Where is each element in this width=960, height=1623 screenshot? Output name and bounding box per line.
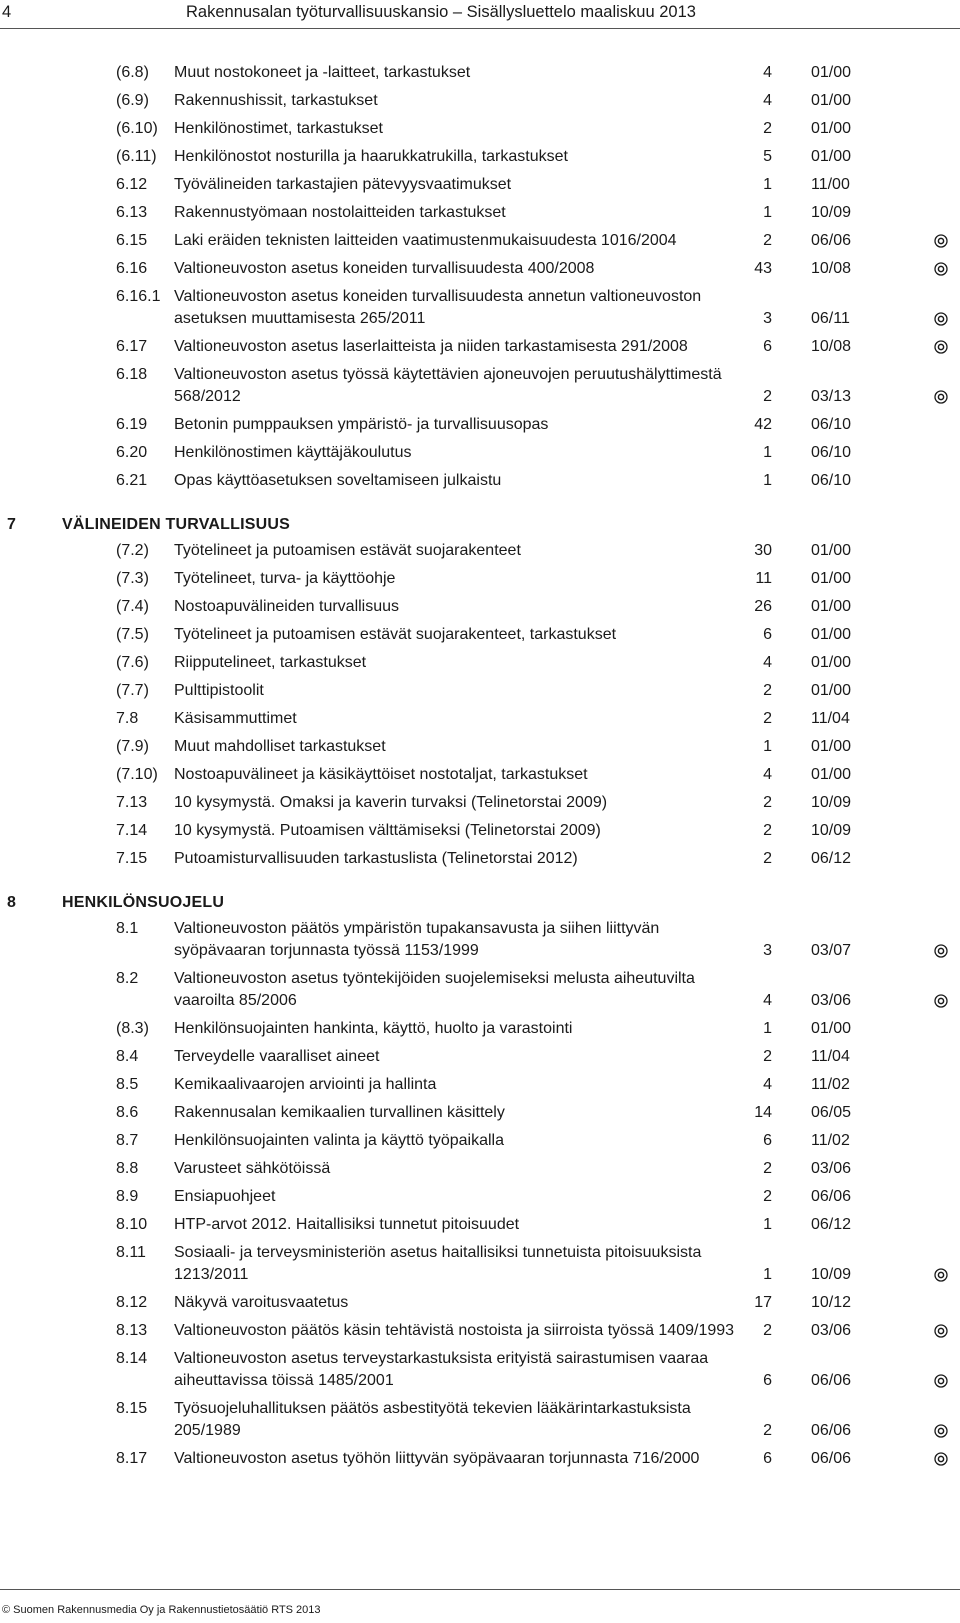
- entry-date: 01/00: [811, 598, 852, 615]
- entry-date: 10/08: [811, 260, 852, 277]
- entry-title: Työtelineet ja putoamisen estävät suojarakenteet: [174, 542, 521, 559]
- entry-number: (7.10): [116, 766, 158, 783]
- entry-page-count: 6: [763, 1450, 772, 1467]
- entry-title: Kemikaalivaarojen arviointi ja hallinta: [174, 1076, 437, 1093]
- entry-page-count: 6: [763, 1132, 772, 1149]
- entry-title: Työtelineet, turva- ja käyttöohje: [174, 570, 396, 587]
- toc-entry: [0, 1348, 960, 1392]
- entry-title: Henkilönsuojainten hankinta, käyttö, huolto ja varastointi: [174, 1020, 573, 1037]
- entry-number: 8.15: [116, 1400, 148, 1417]
- entry-page-count: 2: [763, 1048, 772, 1065]
- entry-page-count: 4: [763, 64, 772, 81]
- entry-page-count: 2: [763, 232, 772, 249]
- entry-number: 6.12: [116, 176, 148, 193]
- toc-entry: [0, 596, 960, 618]
- entry-number: 6.15: [116, 232, 148, 249]
- toc-entry: [0, 118, 960, 140]
- toc-entry: [0, 1448, 960, 1470]
- entry-title: Työtelineet ja putoamisen estävät suojarakenteet, tarkastukset: [174, 626, 617, 643]
- entry-title: Sosiaali- ja terveysministeriön asetus haitallisiksi tunnetuista pitoisuuksista 1213/2011: [174, 1244, 702, 1283]
- toc-entry: [0, 736, 960, 758]
- entry-date: 01/00: [811, 766, 852, 783]
- toc-entry: [0, 1186, 960, 1208]
- toc-entry: [0, 1214, 960, 1236]
- entry-number: 8.8: [116, 1160, 139, 1177]
- entry-date: 11/02: [811, 1076, 850, 1093]
- entry-number: (6.8): [116, 64, 149, 81]
- entry-date: 10/09: [811, 822, 852, 839]
- toc-entry: [0, 258, 960, 280]
- entry-page-count: 1: [763, 176, 772, 193]
- entry-page-count: 2: [763, 794, 772, 811]
- entry-page-count: 5: [763, 148, 772, 165]
- toc-entry: [0, 230, 960, 252]
- toc-entry: [0, 708, 960, 730]
- statute-symbol-icon: [934, 262, 948, 276]
- entry-title: Valtioneuvoston päätös ympäristön tupakansavusta ja siihen liittyvän syöpävaaran torjunnasta työssä 1153/1999: [174, 920, 660, 959]
- entry-page-count: 11: [755, 570, 772, 587]
- entry-page-count: 1: [763, 1020, 772, 1037]
- statute-symbol-icon: [934, 994, 948, 1008]
- entry-title: Valtioneuvoston päätös käsin tehtävistä nostoista ja siirroista työssä 1409/1993: [174, 1322, 735, 1339]
- entry-number: 8.9: [116, 1188, 139, 1205]
- toc-entry: [0, 414, 960, 436]
- entry-page-count: 1: [763, 738, 772, 755]
- entry-date: 10/09: [811, 1266, 852, 1283]
- entry-page-count: 4: [763, 992, 772, 1009]
- entry-page-count: 2: [763, 1322, 772, 1339]
- entry-page-count: 2: [763, 120, 772, 137]
- entry-title: Rakennustyömaan nostolaitteiden tarkastukset: [174, 204, 506, 221]
- entry-title: Henkilönostot nosturilla ja haarukkatrukilla, tarkastukset: [174, 148, 568, 165]
- entry-number: 6.16.1: [116, 288, 161, 305]
- entry-number: 6.17: [116, 338, 148, 355]
- entry-date: 11/04: [811, 1048, 850, 1065]
- entry-number: 8.2: [116, 970, 139, 987]
- entry-title: Rakennushissit, tarkastukset: [174, 92, 378, 109]
- toc-entry: [0, 848, 960, 870]
- entry-page-count: 30: [754, 542, 772, 559]
- entry-number: 6.18: [116, 366, 148, 383]
- entry-page-count: 4: [763, 766, 772, 783]
- entry-page-count: 6: [763, 626, 772, 643]
- entry-number: (7.9): [116, 738, 149, 755]
- entry-title: Muut nostokoneet ja -laitteet, tarkastukset: [174, 64, 471, 81]
- statute-symbol-icon: [934, 390, 948, 404]
- entry-date: 10/09: [811, 794, 852, 811]
- entry-number: (8.3): [116, 1020, 149, 1037]
- header-rule: [0, 28, 960, 29]
- entry-date: 03/06: [811, 1160, 852, 1177]
- entry-number: 7.14: [116, 822, 148, 839]
- entry-number: 8.10: [116, 1216, 148, 1233]
- entry-page-count: 1: [763, 204, 772, 221]
- entry-page-count: 1: [763, 1266, 772, 1283]
- entry-page-count: 4: [763, 1076, 772, 1093]
- entry-date: 10/09: [811, 204, 852, 221]
- entry-number: 8.4: [116, 1048, 139, 1065]
- toc-entry: [0, 792, 960, 814]
- entry-title: Henkilönostimen käyttäjäkoulutus: [174, 444, 412, 461]
- toc-entry: [0, 62, 960, 84]
- toc-entry: [0, 174, 960, 196]
- toc-entry: [0, 442, 960, 464]
- entry-date: 06/12: [811, 850, 852, 867]
- entry-title: Ensiapuohjeet: [174, 1188, 276, 1205]
- entry-date: 01/00: [811, 1020, 852, 1037]
- toc-entry: [0, 1018, 960, 1040]
- entry-title: Riipputelineet, tarkastukset: [174, 654, 367, 671]
- entry-number: 8.17: [116, 1450, 148, 1467]
- statute-symbol-icon: [934, 1324, 948, 1338]
- toc-entry: [0, 1074, 960, 1096]
- entry-number: 8.12: [116, 1294, 148, 1311]
- toc-entry: [0, 764, 960, 786]
- entry-page-count: 2: [763, 1422, 772, 1439]
- entry-title: Käsisammuttimet: [174, 710, 297, 727]
- entry-date: 06/10: [811, 444, 852, 461]
- entry-page-count: 1: [763, 472, 772, 489]
- entry-number: 6.21: [116, 472, 148, 489]
- entry-date: 11/00: [811, 176, 850, 193]
- entry-page-count: 2: [763, 710, 772, 727]
- entry-title: Työsuojeluhallituksen päätös asbestityötä tekevien lääkärintarkastuksista 205/1989: [174, 1400, 691, 1439]
- entry-page-count: 1: [763, 444, 772, 461]
- entry-date: 06/05: [811, 1104, 852, 1121]
- entry-date: 06/06: [811, 1372, 852, 1389]
- entry-title: Valtioneuvoston asetus koneiden turvallisuudesta 400/2008: [174, 260, 595, 277]
- entry-title: Valtioneuvoston asetus työhön liittyvän syöpävaaran torjunnasta 716/2000: [174, 1450, 700, 1467]
- entry-title: Työvälineiden tarkastajien pätevyysvaatimukset: [174, 176, 512, 193]
- entry-date: 11/04: [811, 710, 850, 727]
- entry-title: Valtioneuvoston asetus koneiden turvallisuudesta annetun valtioneuvoston asetuksen muuttamisesta 265/2011: [174, 288, 702, 327]
- entry-title: Betonin pumppauksen ympäristö- ja turvallisuusopas: [174, 416, 549, 433]
- entry-page-count: 2: [763, 682, 772, 699]
- entry-date: 01/00: [811, 654, 852, 671]
- entry-page-count: 2: [763, 388, 772, 405]
- entry-number: (7.6): [116, 654, 149, 671]
- entry-title: Rakennusalan kemikaalien turvallinen käsittely: [174, 1104, 505, 1121]
- page-header: [0, 0, 960, 28]
- statute-symbol-icon: [934, 234, 948, 248]
- toc-entry: [0, 1292, 960, 1314]
- entry-number: 8.7: [116, 1132, 139, 1149]
- table-of-contents: [0, 62, 960, 1476]
- entry-title: 10 kysymystä. Putoamisen välttämiseksi (Telinetorstai 2009): [174, 822, 601, 839]
- entry-number: 6.19: [116, 416, 148, 433]
- entry-page-count: 42: [754, 416, 772, 433]
- entry-number: 8.13: [116, 1322, 148, 1339]
- copyright-text: © Suomen Rakennusmedia Oy ja Rakennustietosäätiö RTS 2013: [2, 1604, 321, 1616]
- entry-date: 03/07: [811, 942, 852, 959]
- toc-entry: [0, 90, 960, 112]
- entry-number: 8.1: [116, 920, 139, 937]
- page-number: 4: [2, 3, 12, 21]
- statute-symbol-icon: [934, 1374, 948, 1388]
- entry-date: 06/06: [811, 1422, 852, 1439]
- footer-rule: [0, 1589, 960, 1590]
- entry-page-count: 2: [763, 1188, 772, 1205]
- toc-entry: [0, 1398, 960, 1442]
- toc-entry: [0, 1102, 960, 1124]
- entry-number: (7.2): [116, 542, 149, 559]
- entry-number: (7.7): [116, 682, 149, 699]
- entry-title: Valtioneuvoston asetus terveystarkastuksista erityistä sairastumisen vaaraa aiheuttavissa töissä 1485/2001: [174, 1350, 709, 1389]
- statute-symbol-icon: [934, 1452, 948, 1466]
- toc-entry: [0, 918, 960, 962]
- entry-number: 8.11: [116, 1244, 146, 1261]
- section-title: VÄLINEIDEN TURVALLISUUS: [62, 516, 291, 533]
- entry-date: 01/00: [811, 626, 852, 643]
- toc-entry: [0, 146, 960, 168]
- entry-page-count: 14: [754, 1104, 772, 1121]
- toc-entry: [0, 1242, 960, 1286]
- entry-page-count: 6: [763, 338, 772, 355]
- entry-page-count: 17: [754, 1294, 772, 1311]
- entry-title: Opas käyttöasetuksen soveltamiseen julkaistu: [174, 472, 502, 489]
- entry-page-count: 4: [763, 92, 772, 109]
- entry-number: 8.6: [116, 1104, 139, 1121]
- entry-date: 01/00: [811, 542, 852, 559]
- section-number: 8: [7, 894, 16, 911]
- entry-title: Valtioneuvoston asetus työntekijöiden suojelemiseksi melusta aiheutuvilta vaaroilta 85/2006: [174, 970, 695, 1009]
- statute-symbol-icon: [934, 312, 948, 326]
- toc-entry: [0, 286, 960, 330]
- entry-number: (7.3): [116, 570, 149, 587]
- entry-date: 06/06: [811, 232, 852, 249]
- statute-symbol-icon: [934, 1268, 948, 1282]
- entry-page-count: 2: [763, 850, 772, 867]
- entry-number: 7.13: [116, 794, 148, 811]
- entry-page-count: 26: [754, 598, 772, 615]
- toc-entry: [0, 1130, 960, 1152]
- toc-entry: [0, 568, 960, 590]
- toc-entry: [0, 540, 960, 562]
- toc-entry: [0, 1320, 960, 1342]
- entry-page-count: 2: [763, 822, 772, 839]
- toc-entry: [0, 968, 960, 1012]
- entry-page-count: 4: [763, 654, 772, 671]
- entry-date: 11/02: [811, 1132, 850, 1149]
- entry-date: 06/10: [811, 472, 852, 489]
- toc-entry: [0, 336, 960, 358]
- entry-date: 01/00: [811, 570, 852, 587]
- entry-date: 06/11: [811, 310, 850, 327]
- entry-title: HTP-arvot 2012. Haitallisiksi tunnetut pitoisuudet: [174, 1216, 520, 1233]
- entry-number: 8.5: [116, 1076, 139, 1093]
- section-heading: [0, 510, 960, 534]
- entry-number: (6.10): [116, 120, 158, 137]
- entry-page-count: 3: [763, 942, 772, 959]
- entry-title: Valtioneuvoston asetus työssä käytettävien ajoneuvojen peruutushälyttimestä 568/2012: [174, 366, 722, 405]
- entry-date: 01/00: [811, 738, 852, 755]
- entry-date: 06/06: [811, 1450, 852, 1467]
- entry-number: (7.4): [116, 598, 149, 615]
- toc-entry: [0, 202, 960, 224]
- entry-date: 01/00: [811, 682, 852, 699]
- entry-title: Näkyvä varoitusvaatetus: [174, 1294, 349, 1311]
- entry-number: 8.14: [116, 1350, 148, 1367]
- entry-date: 01/00: [811, 92, 852, 109]
- entry-page-count: 43: [754, 260, 772, 277]
- entry-title: 10 kysymystä. Omaksi ja kaverin turvaksi (Telinetorstai 2009): [174, 794, 608, 811]
- statute-symbol-icon: [934, 340, 948, 354]
- toc-entry: [0, 652, 960, 674]
- entry-title: Valtioneuvoston asetus laserlaitteista ja niiden tarkastamisesta 291/2008: [174, 338, 688, 355]
- entry-date: 03/06: [811, 1322, 852, 1339]
- entry-number: (6.11): [116, 148, 157, 165]
- entry-date: 06/12: [811, 1216, 852, 1233]
- entry-number: 6.16: [116, 260, 148, 277]
- entry-page-count: 3: [763, 310, 772, 327]
- entry-title: Varusteet sähkötöissä: [174, 1160, 331, 1177]
- entry-date: 06/10: [811, 416, 852, 433]
- entry-title: Putoamisturvallisuuden tarkastuslista (Telinetorstai 2012): [174, 850, 578, 867]
- entry-date: 01/00: [811, 148, 852, 165]
- entry-date: 01/00: [811, 120, 852, 137]
- entry-date: 10/12: [811, 1294, 852, 1311]
- entry-date: 03/13: [811, 388, 852, 405]
- entry-title: Laki eräiden teknisten laitteiden vaatimustenmukaisuudesta 1016/2004: [174, 232, 677, 249]
- entry-number: 6.13: [116, 204, 148, 221]
- toc-entry: [0, 1158, 960, 1180]
- entry-number: (6.9): [116, 92, 149, 109]
- entry-page-count: 1: [763, 1216, 772, 1233]
- entry-number: 7.8: [116, 710, 139, 727]
- toc-entry: [0, 364, 960, 408]
- entry-title: Nostoapuvälineet ja käsikäyttöiset nostotaljat, tarkastukset: [174, 766, 588, 783]
- entry-date: 10/08: [811, 338, 852, 355]
- entry-page-count: 6: [763, 1372, 772, 1389]
- entry-title: Nostoapuvälineiden turvallisuus: [174, 598, 400, 615]
- entry-title: Muut mahdolliset tarkastukset: [174, 738, 386, 755]
- section-number: 7: [7, 516, 16, 533]
- toc-entry: [0, 1046, 960, 1068]
- entry-title: Henkilönostimet, tarkastukset: [174, 120, 383, 137]
- toc-entry: [0, 820, 960, 842]
- toc-entry: [0, 624, 960, 646]
- entry-number: 7.15: [116, 850, 148, 867]
- entry-date: 06/06: [811, 1188, 852, 1205]
- toc-entry: [0, 680, 960, 702]
- entry-title: Pulttipistoolit: [174, 682, 264, 699]
- entry-number: 6.20: [116, 444, 148, 461]
- entry-title: Henkilönsuojainten valinta ja käyttö työpaikalla: [174, 1132, 504, 1149]
- section-title: HENKILÖNSUOJELU: [62, 894, 225, 911]
- entry-date: 03/06: [811, 992, 852, 1009]
- entry-date: 01/00: [811, 64, 852, 81]
- document-title: Rakennusalan työturvallisuuskansio – Sisällysluettelo maaliskuu 2013: [186, 3, 696, 21]
- statute-symbol-icon: [934, 1424, 948, 1438]
- entry-number: (7.5): [116, 626, 149, 643]
- entry-title: Terveydelle vaaralliset aineet: [174, 1048, 380, 1065]
- entry-page-count: 2: [763, 1160, 772, 1177]
- section-heading: [0, 888, 960, 912]
- toc-entry: [0, 470, 960, 492]
- statute-symbol-icon: [934, 944, 948, 958]
